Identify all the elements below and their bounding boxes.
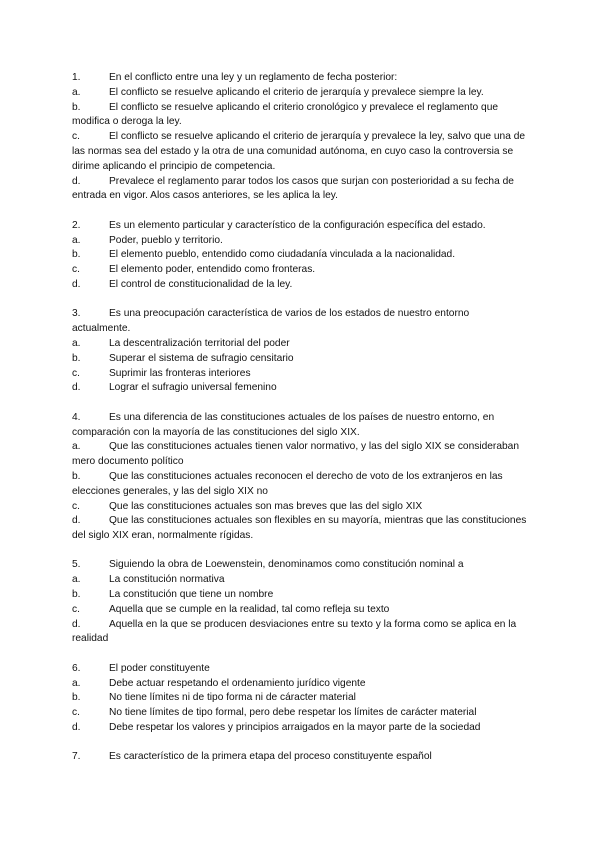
document-page — [72, 71, 530, 780]
option-text: El conflicto se resuelve aplicando el criterio de jerarquía y prevalece la ley, salvo que una de las normas sea del estado y la otra de una comunidad autónoma, en cuyo caso la controversia se dirime aplicando el principio de competencia. — [72, 131, 526, 172]
question-number: 6. — [72, 662, 81, 674]
option-text: La constitución normativa — [109, 574, 225, 586]
option-d — [72, 381, 530, 396]
option-label: d. — [72, 618, 81, 630]
option-b — [72, 248, 530, 263]
question-1 — [72, 71, 530, 204]
option-label: a. — [72, 441, 81, 453]
option-label: c. — [72, 707, 80, 719]
option-text: Prevalece el reglamento parar todos los casos que surjan con posterioridad a su fecha de entrada en vigor. Alos casos anteriores, se les aplica la ley. — [72, 175, 514, 202]
option-d — [72, 721, 530, 736]
option-label: c. — [72, 131, 80, 143]
option-text: La constitución que tiene un nombre — [109, 589, 274, 601]
question-number: 4. — [72, 411, 81, 423]
option-text: Poder, pueblo y territorio. — [109, 234, 223, 246]
option-label: c. — [72, 367, 80, 379]
option-label: c. — [72, 264, 80, 276]
option-label: d. — [72, 515, 81, 527]
option-b — [72, 470, 530, 500]
question-4 — [72, 411, 530, 544]
option-b — [72, 588, 530, 603]
option-text: Aquella que se cumple en la realidad, tal como refleja su texto — [109, 603, 390, 615]
option-b — [72, 352, 530, 367]
option-label: b. — [72, 249, 81, 261]
option-b — [72, 101, 530, 131]
option-label: b. — [72, 589, 81, 601]
question-text: El poder constituyente — [109, 662, 210, 674]
option-text: El elemento poder, entendido como fronteras. — [109, 264, 316, 276]
option-label: d. — [72, 722, 81, 734]
option-a — [72, 440, 530, 470]
option-c — [72, 130, 530, 174]
question-number: 2. — [72, 219, 81, 231]
option-c — [72, 367, 530, 382]
option-text: Lograr el sufragio universal femenino — [109, 382, 277, 394]
option-a — [72, 573, 530, 588]
option-text: Debe actuar respetando el ordenamiento jurídico vigente — [109, 677, 366, 689]
option-label: a. — [72, 677, 81, 689]
option-d — [72, 618, 530, 648]
option-c — [72, 500, 530, 515]
option-label: d. — [72, 278, 81, 290]
question-5 — [72, 558, 530, 647]
option-text: El conflicto se resuelve aplicando el criterio de jerarquía y prevalece siempre la ley. — [109, 86, 484, 98]
question-text: Siguiendo la obra de Loewenstein, denominamos como constitución nominal a — [109, 559, 464, 571]
option-text: Que las constituciones actuales tienen valor normativo, y las del siglo XIX se consideraban mero documento político — [72, 441, 519, 468]
option-text: Que las constituciones actuales son mas breves que las del siglo XIX — [109, 500, 423, 512]
option-label: c. — [72, 500, 80, 512]
option-text: El conflicto se resuelve aplicando el criterio cronológico y prevalece el reglamento que modifica o deroga la ley. — [72, 101, 499, 128]
option-text: Debe respetar los valores y principios arraigados en la mayor parte de la sociedad — [109, 722, 481, 734]
question-7 — [72, 750, 530, 765]
question-number: 1. — [72, 72, 81, 83]
option-label: b. — [72, 101, 81, 113]
question-stem — [72, 411, 530, 441]
option-text: Que las constituciones actuales reconocen el derecho de voto de los extranjeros en las elecciones generales, y las del siglo XIX no — [72, 470, 503, 497]
option-label: a. — [72, 234, 81, 246]
option-text: Suprimir las fronteras interiores — [109, 367, 251, 379]
question-stem — [72, 662, 530, 677]
option-label: b. — [72, 692, 81, 704]
question-text: Es un elemento particular y característico de la configuración específica del estado. — [109, 219, 486, 231]
option-c — [72, 603, 530, 618]
option-d — [72, 514, 530, 544]
option-a — [72, 86, 530, 101]
option-d — [72, 278, 530, 293]
question-number: 7. — [72, 751, 81, 763]
option-label: b. — [72, 352, 81, 364]
option-label: a. — [72, 337, 81, 349]
option-a — [72, 234, 530, 249]
option-d — [72, 175, 530, 205]
question-stem — [72, 307, 530, 337]
question-stem — [72, 750, 530, 765]
option-label: a. — [72, 86, 81, 98]
option-a — [72, 677, 530, 692]
question-text: Es una diferencia de las constituciones actuales de los países de nuestro entorno, en comparación con la mayoría de las constituciones del siglo XIX. — [72, 411, 495, 438]
option-a — [72, 337, 530, 352]
option-label: c. — [72, 603, 80, 615]
question-text: Es una preocupación característica de varios de los estados de nuestro entorno actualmente. — [72, 308, 470, 335]
option-text: El elemento pueblo, entendido como ciudadanía vinculada a la nacionalidad. — [109, 249, 456, 261]
option-text: No tiene límites de tipo formal, pero debe respetar los límites de carácter material — [109, 707, 477, 719]
option-text: No tiene límites ni de tipo forma ni de cáracter material — [109, 692, 356, 704]
question-number: 5. — [72, 559, 81, 571]
option-c — [72, 263, 530, 278]
option-label: b. — [72, 470, 81, 482]
option-c — [72, 706, 530, 721]
question-stem — [72, 558, 530, 573]
option-label: a. — [72, 574, 81, 586]
question-stem — [72, 71, 530, 86]
question-2 — [72, 219, 530, 293]
question-6 — [72, 662, 530, 736]
option-text: Que las constituciones actuales son flexibles en su mayoría, mientras que las constituciones del siglo XIX eran, normalmente rígidas. — [72, 515, 527, 542]
option-text: El control de constitucionalidad de la ley. — [109, 278, 293, 290]
option-label: d. — [72, 175, 81, 187]
question-number: 3. — [72, 308, 81, 320]
option-text: La descentralización territorial del poder — [109, 337, 290, 349]
option-b — [72, 691, 530, 706]
question-text: Es característico de la primera etapa del proceso constituyente español — [109, 751, 432, 763]
question-text: En el conflicto entre una ley y un reglamento de fecha posterior: — [109, 72, 398, 83]
option-text: Superar el sistema de sufragio censitario — [109, 352, 294, 364]
question-3 — [72, 307, 530, 396]
option-text: Aquella en la que se producen desviaciones entre su texto y la forma como se aplica en la realidad — [72, 618, 517, 645]
option-label: d. — [72, 382, 81, 394]
question-stem — [72, 219, 530, 234]
